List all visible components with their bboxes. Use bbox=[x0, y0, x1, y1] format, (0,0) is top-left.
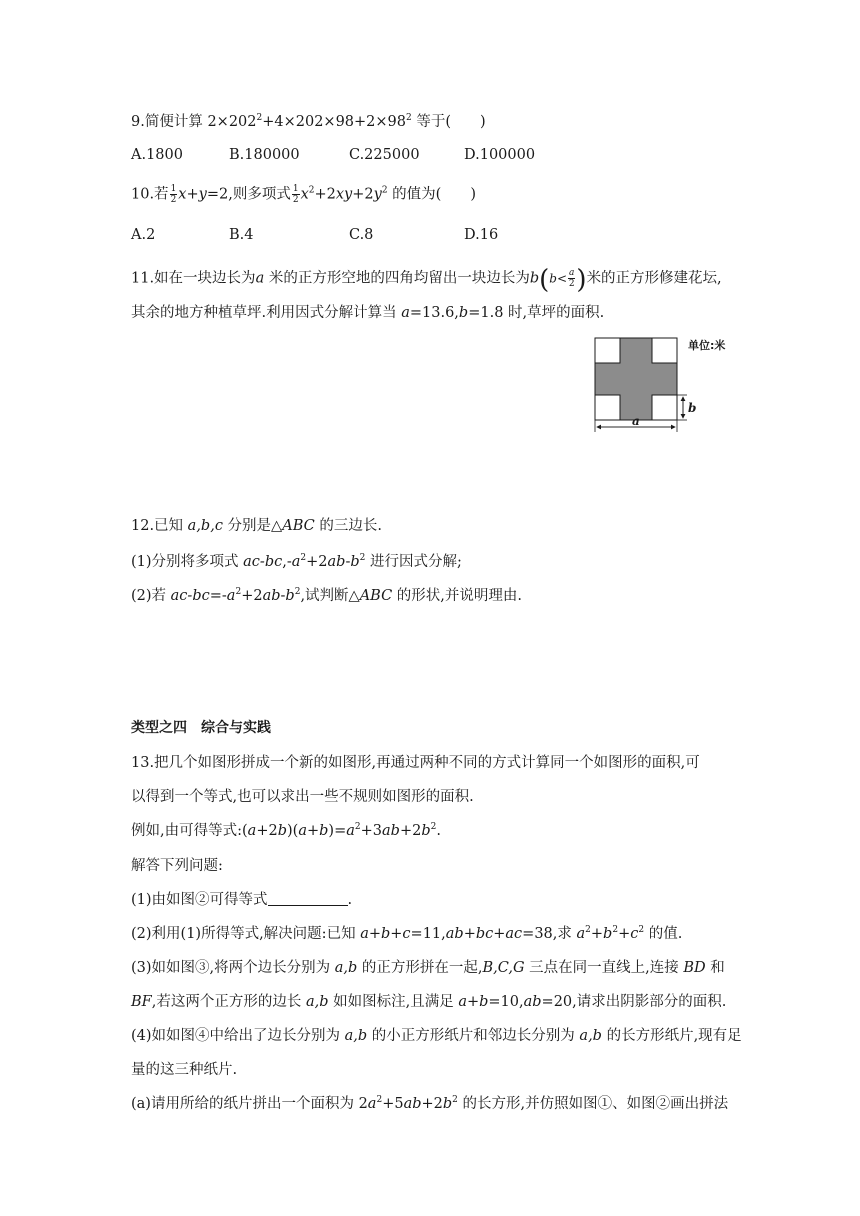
q10-option-a: A.2 bbox=[131, 227, 156, 243]
q10-option-d: D.16 bbox=[464, 227, 499, 243]
section-heading: 类型之四 综合与实践 bbox=[131, 720, 271, 736]
q10-option-c: C.8 bbox=[349, 227, 374, 243]
unit-label: 单位:米 bbox=[688, 339, 726, 352]
corner-flowerbed bbox=[595, 338, 620, 363]
question-11-line-2: 其余的地方种植草坪.利用因式分解计算当 a=13.6,b=1.8 时,草坪的面积. bbox=[131, 305, 605, 321]
answer-blank[interactable] bbox=[268, 891, 348, 906]
question-13-line-1: 13.把几个如图形拼成一个新的如图形,再通过两种不同的方式计算同一个如图形的面积,可 bbox=[131, 755, 700, 771]
question-13-instruction: 解答下列问题: bbox=[131, 858, 223, 874]
question-12-line-1: 12.已知 a,b,c 分别是△ABC 的三边长. bbox=[131, 518, 382, 534]
q10-option-b: B.4 bbox=[229, 227, 254, 243]
question-13-part-1: (1)由如图②可得等式 . bbox=[131, 892, 353, 908]
q9-option-b: B.180000 bbox=[229, 147, 300, 163]
q9-option-a: A.1800 bbox=[131, 147, 183, 163]
question-12-part-1: (1)分别将多项式 $ac-bc,-a^2+2ab-b^2$ 进行因式分解; bbox=[131, 553, 462, 570]
question-13-example: 例如,由可得等式$:(a+2b)(a+b)=a^2+3ab+2b^2$. bbox=[131, 822, 441, 839]
fraction-half: $\frac{1}{2}$ bbox=[292, 184, 299, 205]
question-13-part-3-line-1: (3)如如图③,将两个边长分别为 a,b 的正方形拼在一起,B,C,G 三点在同一直线上,连接 BD 和 bbox=[131, 960, 725, 976]
question-13-part-a: (a)请用所给的纸片拼出一个面积为 $2a^2+5ab+2b^2$ 的长方形,并仿照如图①、如图②画出拼法 bbox=[131, 1095, 729, 1112]
cross-lawn-figure bbox=[592, 334, 752, 434]
corner-flowerbed bbox=[595, 395, 620, 420]
fraction-half: $\frac{1}{2}$ bbox=[170, 184, 177, 205]
question-13-line-2: 以得到一个等式,也可以求出一些不规则如图形的面积. bbox=[131, 789, 474, 805]
corner-flowerbed bbox=[652, 395, 677, 420]
question-11-line-1: 11.如在一块边长为a 米的正方形空地的四角均留出一块边长为b(b< $\frac{a}{2}$ )米的正方形修建花坛, bbox=[131, 264, 722, 295]
question-13-part-4-line-1: (4)如如图④中给出了边长分别为 a,b 的小正方形纸片和邻边长分别为 a,b 的长方形纸片,现有足 bbox=[131, 1028, 742, 1044]
question-10-stem: 10.若 $\frac{1}{2}$ x+y=2,则多项式 $\frac{1}{2}$ $x^2+2xy+2y^2$ 的值为( ) bbox=[131, 184, 476, 205]
question-13-part-2: (2)利用(1)所得等式,解决问题:已知 a+b+c=11,ab+bc+ac=38,求 $a^2+b^2+c^2$ 的值. bbox=[131, 925, 683, 942]
label-b: b bbox=[688, 401, 697, 415]
question-13-part-3-line-2: BF,若这两个正方形的边长 a,b 如如图标注,且满足 a+b=10,ab=20,请求出阴影部分的面积. bbox=[131, 994, 727, 1010]
q9-option-c: C.225000 bbox=[349, 147, 420, 163]
corner-flowerbed bbox=[652, 338, 677, 363]
question-9-stem: 9.简便计算 $2\times 202^2+4\times 202\times 98+2\times 98^2$ 等于( ) bbox=[131, 113, 486, 130]
question-12-part-2: (2)若 $ac-bc=-a^2+2ab-b^2$,试判断△ABC 的形状,并说明理由. bbox=[131, 587, 523, 604]
q9-option-d: D.100000 bbox=[464, 147, 536, 163]
question-13-part-4-line-2: 量的这三种纸片. bbox=[131, 1062, 238, 1078]
label-a: a bbox=[632, 414, 640, 428]
